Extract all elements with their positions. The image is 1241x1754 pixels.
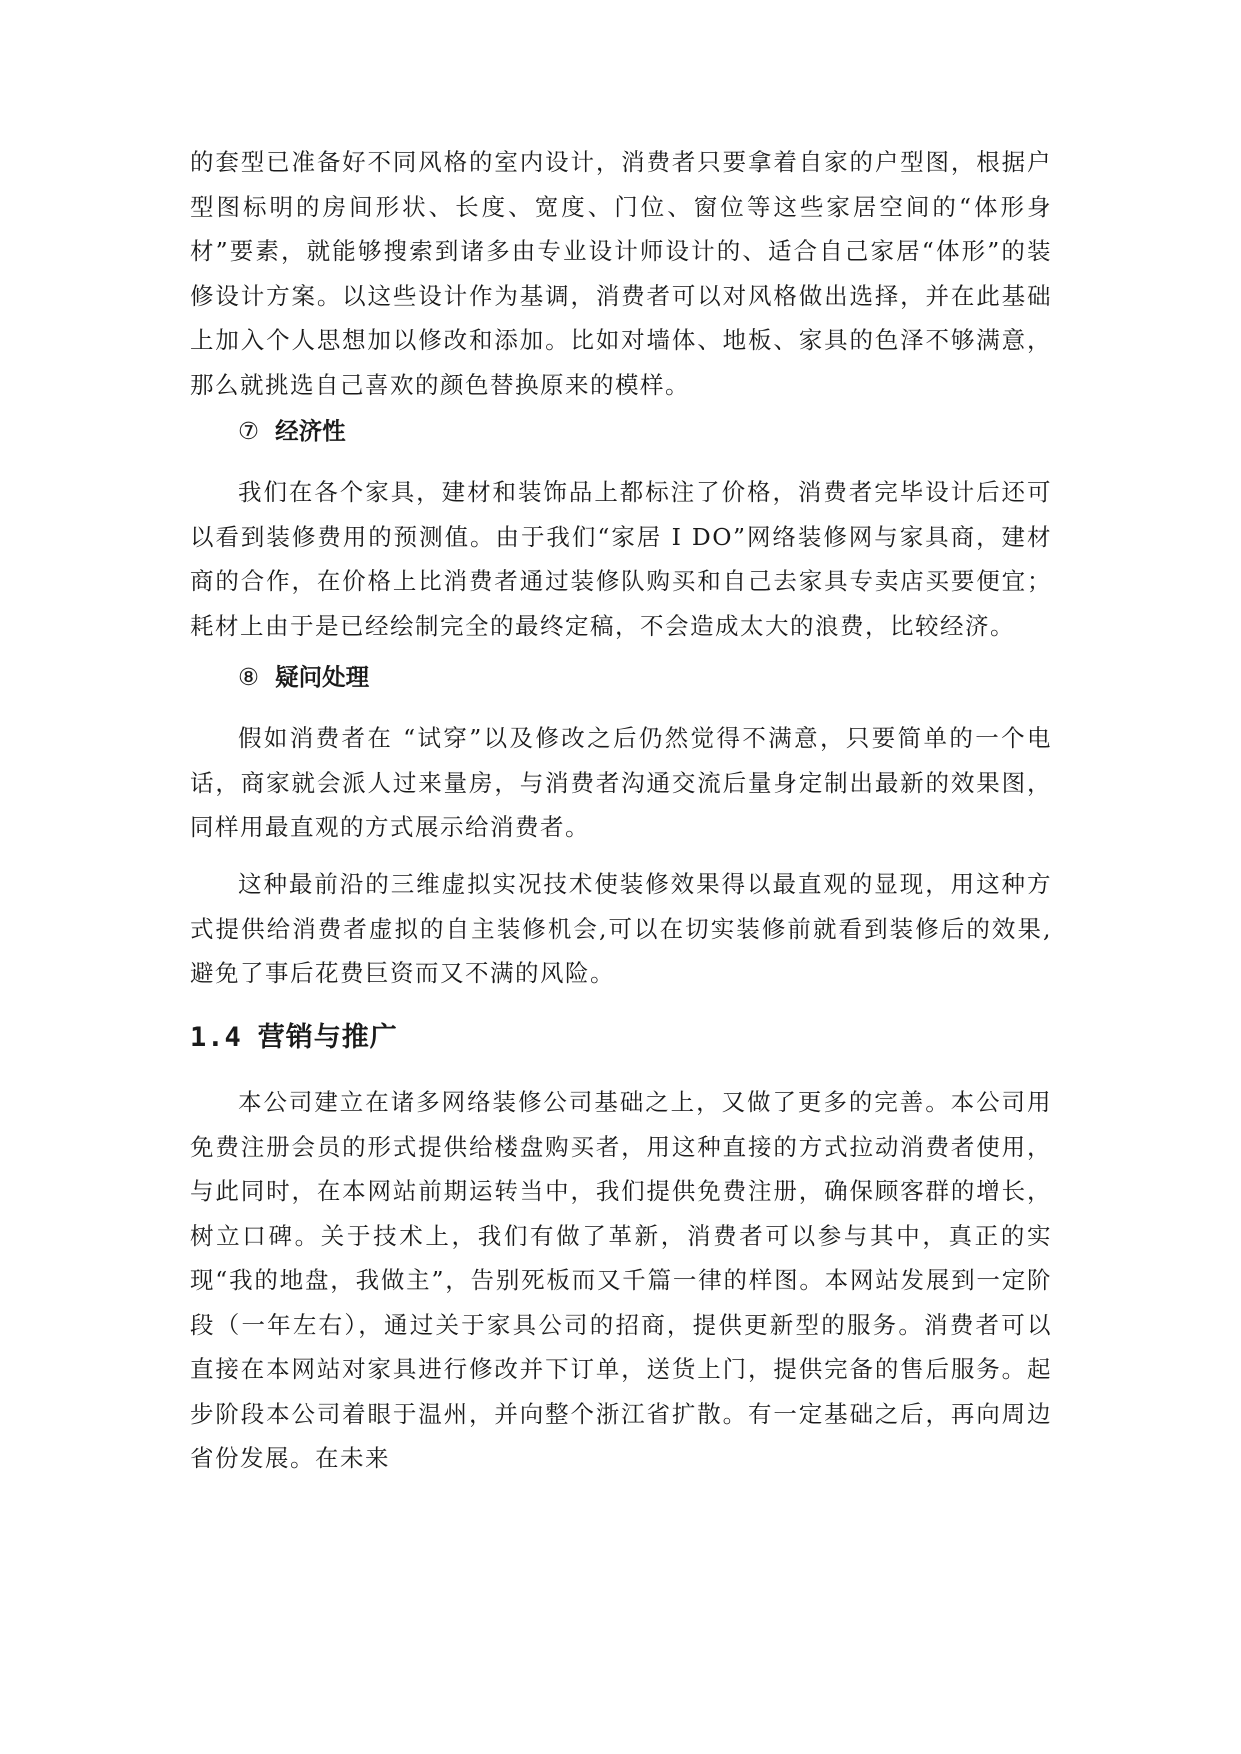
subheading-question-handling xyxy=(238,661,369,693)
paragraph-economy: 我们在各个家具，建材和装饰品上都标注了价格，消费者完毕设计后还可以看到装修费用的预测值。由于我们“家居 I DO”网络装修网与家具商，建材商的合作，在价格上比消费者通过装修队购买和自己去家具专卖店买要便宜；耗材上由于是已经绘制完全的最终定稿，不会造成太大的浪费，比较经济。 xyxy=(190,478,1052,640)
paragraph-question-handling: 假如消费者在 “试穿”以及修改之后仍然觉得不满意，只要简单的一个电话，商家就会派人过来量房，与消费者沟通交流后量身定制出最新的效果图，同样用最直观的方式展示给消费者。 xyxy=(190,724,1052,841)
paragraph-3d-technology: 这种最前沿的三维虚拟实况技术使装修效果得以最直观的显现，用这种方式提供给消费者虚拟的自主装修机会,可以在切实装修前就看到装修后的效果,避免了事后花费巨资而又不满的风险。 xyxy=(190,870,1052,987)
section-heading-marketing xyxy=(190,1020,398,1056)
subheading-title: 疑问处理 xyxy=(275,663,370,691)
section-number: 1.4 xyxy=(190,1022,242,1053)
section-title: 营销与推广 xyxy=(257,1022,398,1053)
subheading-number: ⑧ xyxy=(238,663,260,691)
subheading-number: ⑦ xyxy=(238,417,260,445)
subheading-title: 经济性 xyxy=(275,417,346,445)
paragraph-marketing: 本公司建立在诸多网络装修公司基础之上，又做了更多的完善。本公司用免费注册会员的形式提供给楼盘购买者，用这种直接的方式拉动消费者使用，与此同时，在本网站前期运转当中，我们提供免费注册，确保顾客群的增长，树立口碑。关于技术上，我们有做了革新，消费者可以参与其中，真正的实现“我的地盘，我做主”，告别死板而又千篇一律的样图。本网站发展到一定阶段（一年左右），通过关于家具公司的招商，提供更新型的服务。消费者可以直接在本网站对家具进行修改并下订单，送货上门，提供完备的售后服务。起步阶段本公司着眼于温州，并向整个浙江省扩散。有一定基础之后，再向周边省份发展。在未来 xyxy=(190,1088,1052,1472)
paragraph-design-intro: 的套型已准备好不同风格的室内设计，消费者只要拿着自家的户型图，根据户型图标明的房间形状、长度、宽度、门位、窗位等这些家居空间的“体形身材”要素，就能够搜索到诸多由专业设计师设计的、适合自己家居“体形”的装修设计方案。以这些设计作为基调，消费者可以对风格做出选择，并在此基础上加入个人思想加以修改和添加。比如对墙体、地板、家具的色泽不够满意，那么就挑选自己喜欢的颜色替换原来的模样。 xyxy=(190,148,1052,399)
subheading-economy xyxy=(238,415,346,447)
